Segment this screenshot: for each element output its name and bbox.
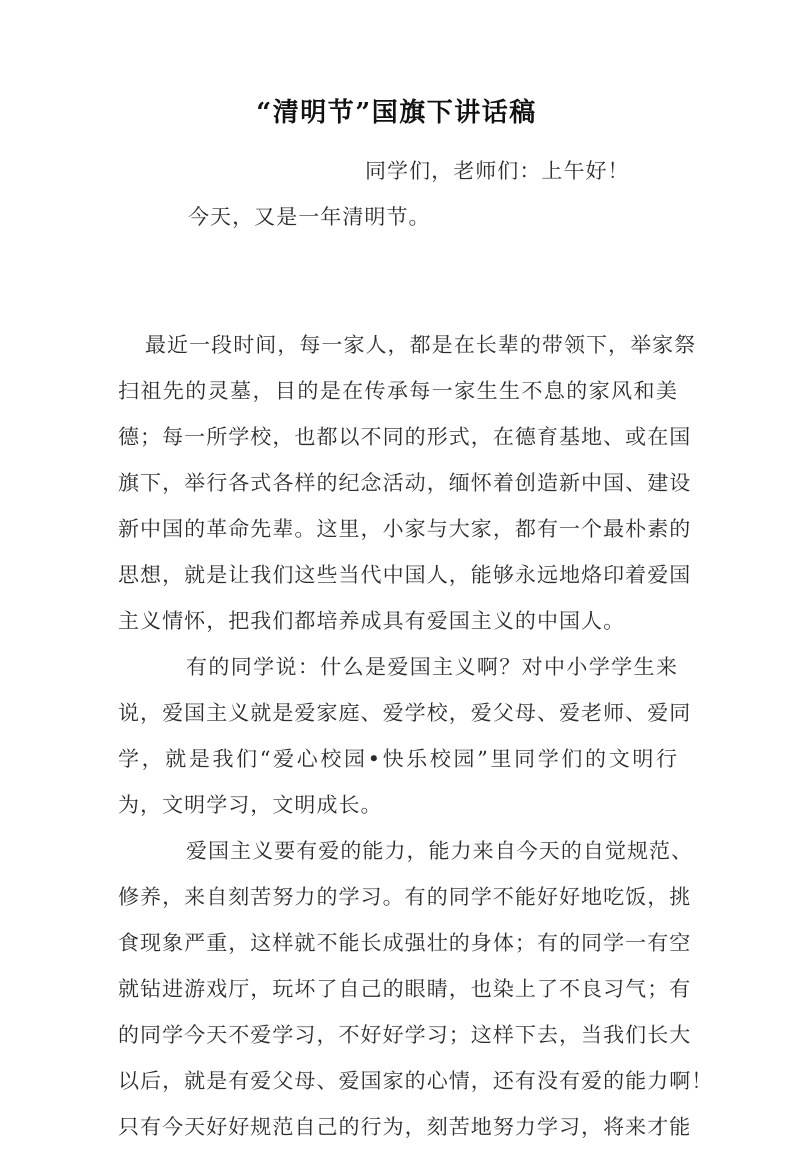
line-text: 食现象严重，这样就不能长成强壮的身体；有的同学一有空	[118, 931, 692, 955]
page-title: “清明节”国旗下讲话稿	[256, 98, 537, 128]
line-text: 旗下，举行各式各样的纪念活动，缅怀着创造新中国、建设	[118, 471, 692, 495]
paragraph-line	[118, 1012, 692, 1058]
document-body	[118, 148, 714, 1150]
line-text: 扫祖先的灵墓，目的是在传承每一家生生不息的家风和美	[118, 379, 679, 403]
paragraph-line	[118, 920, 692, 966]
line-text: 学，就是我们“爱心校园•快乐校园”里同学们的文明行	[118, 747, 680, 771]
paragraph-line	[118, 368, 678, 414]
line-text: 修养，来自刻苦努力的学习。有的同学不能好好地吃饭，挑	[118, 885, 692, 909]
paragraph-line	[118, 552, 692, 598]
paragraph-line	[118, 644, 678, 690]
line-text: 说，爱国主义就是爱家庭、爱学校，爱父母、爱老师、爱同	[118, 701, 692, 725]
paragraph-line	[118, 460, 692, 506]
opening-line: 今天，又是一年清明节。	[188, 205, 431, 229]
paragraph-line	[118, 690, 692, 736]
paragraph-line	[118, 1104, 692, 1150]
line-text: 只有今天好好规范自己的行为，刻苦地努力学习，将来才能	[118, 1115, 692, 1139]
line-text: 德；每一所学校，也都以不同的形式，在德育基地、或在国	[118, 425, 692, 449]
paragraph-line	[118, 874, 692, 920]
line-text: 爱国主义要有爱的能力，能力来自今天的自觉规范、	[186, 839, 694, 863]
paragraph-line	[118, 506, 692, 552]
paragraph-line	[118, 828, 694, 874]
blank-line-2	[118, 286, 678, 322]
paragraph-line	[118, 414, 692, 460]
paragraph-line: 为，文明学习，文明成长。	[118, 793, 383, 817]
line-text: 最近一段时间，每一家人，都是在长辈的带领下，举家祭	[145, 333, 697, 357]
line-text: 有的同学说：什么是爱国主义啊？对中小学学生来	[186, 655, 679, 679]
blank-line-1	[118, 240, 678, 286]
paragraph-line	[118, 1058, 714, 1104]
line-text: 以后，就是有爱父母、爱国家的心情，还有没有爱的能力啊！	[118, 1069, 714, 1093]
greeting-line: 同学们，老师们：上午好！	[365, 159, 630, 183]
line-text: 新中国的革命先辈。这里，小家与大家，都有一个最朴素的	[118, 517, 692, 541]
paragraph-line	[118, 966, 692, 1012]
line-text: 就钻进游戏厅，玩坏了自己的眼睛，也染上了不良习气；有	[118, 977, 692, 1001]
line-text: 思想，就是让我们这些当代中国人，能够永远地烙印着爱国	[118, 563, 692, 587]
paragraph-line: 主义情怀，把我们都培养成具有爱国主义的中国人。	[118, 609, 626, 633]
paragraph-line	[118, 322, 697, 368]
paragraph-line	[118, 736, 678, 782]
line-text: 的同学今天不爱学习，不好好学习；这样下去，当我们长大	[118, 1023, 692, 1047]
